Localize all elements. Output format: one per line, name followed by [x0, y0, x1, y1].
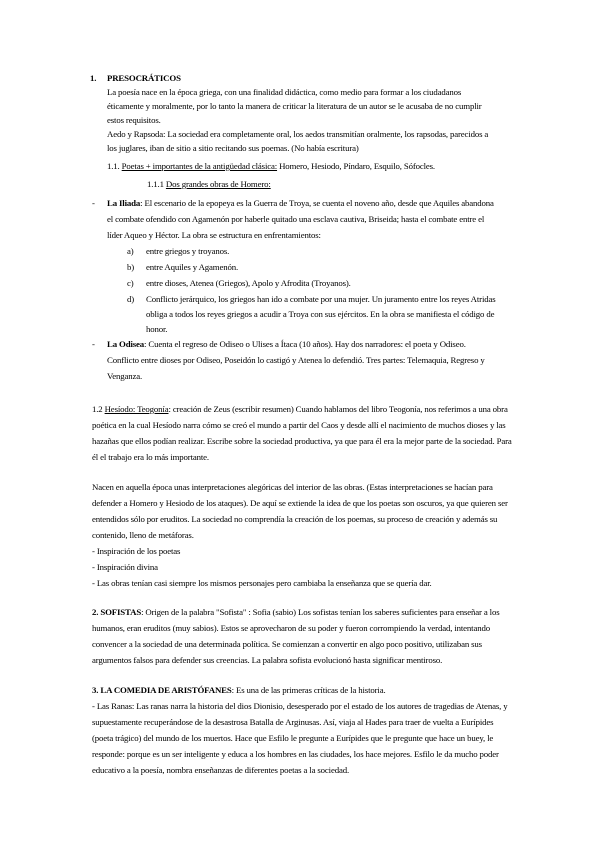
paragraph-line: Venganza. — [107, 371, 143, 381]
paragraph-line: entendidos sólo por eruditos. La sociedad no comprendía la creación de los poemas, su proceso de creación y además su — [92, 514, 498, 524]
subsubsection-number: 1.1.1 — [147, 179, 164, 189]
list-letter: a) — [127, 246, 134, 256]
hesiodo-line — [92, 404, 508, 415]
section-heading-comedia: LA COMEDIA DE ARISTÓFANES — [100, 685, 232, 695]
paragraph-line: responde: porque es un ser inteligente y educa a los hombres en las ciudades, los hace mejores. Esfilo le da mucho poder — [92, 749, 499, 759]
section-heading-sofistas: SOFISTAS — [100, 607, 142, 617]
subsection-text: Homero, Hesiodo, Píndaro, Esquilo, Sófocles. — [277, 161, 435, 171]
subsection-title: Poetas + importantes de la antigüedad clásica: — [121, 161, 278, 171]
subsection-number: 1.1. — [107, 161, 120, 171]
paragraph-line: defender a Homero y Hesiodo de los ataques). De aquí se extiende la idea de que los poetas son oscuros, ya que quieren ser — [92, 498, 508, 508]
odisea-line — [107, 339, 466, 350]
paragraph-line: hazañas que ellos podían realizar. Escribe sobre la sociedad productiva, ya que para él era la mejor parte de la sociedad. Para — [92, 436, 512, 446]
hesiodo-text: : creación de Zeus (escribir resumen) Cuando hablamos del libro Teogonía, nos referimos a una obra — [168, 404, 508, 414]
paragraph-line: el combate ofendido con Agamenón por haberle quitado una esclava cautiva, Briseida; hasta el combate entre el — [107, 214, 485, 224]
iliada-title: La Iliada — [107, 198, 141, 208]
list-item: Conflicto jerárquico, los griegos han ido a combate por una mujer. Un juramento entre los reyes Atridas — [146, 294, 496, 304]
paragraph-line: supuestamente recuperándose de la desastrosa Batalla de Arginusas. Así, viaja al Hades para traer de vuelta a Eurípides — [92, 717, 494, 727]
list-letter: c) — [127, 278, 134, 288]
section-number: 2. — [92, 607, 99, 617]
paragraph-line: él el trabajo era lo más importante. — [92, 452, 209, 462]
section-number: 1. — [90, 73, 97, 83]
subsubsection-line — [147, 179, 271, 190]
bullet-dash: - — [92, 198, 95, 208]
paragraph-line: Conflicto entre dioses por Odiseo, Poseidón lo castigó y Atenea lo defendió. Tres partes: Telemaquia, Regreso y — [107, 355, 485, 365]
section-number: 3. — [92, 685, 99, 695]
paragraph-line: - Las Ranas: Las ranas narra la historia del dios Dionisio, desesperado por el estado de los autores de tragedias de Atenas, y — [92, 701, 508, 711]
paragraph-line: líder Aqueo y Héctor. La obra se estructura en enfrentamientos: — [107, 230, 321, 240]
iliada-text: : El escenario de la epopeya es la Guerra de Troya, se cuenta el noveno año, desde que Aquiles abandona — [140, 198, 494, 208]
odisea-text: : Cuenta el regreso de Odiseo o Ulises a Ítaca (10 años). Hay dos narradores: el poeta y Odiseo. — [144, 339, 466, 349]
paragraph-line: La poesía nace en la época griega, con una finalidad didáctica, como medio para formar a los ciudadanos — [107, 87, 462, 97]
list-letter: b) — [127, 262, 135, 272]
paragraph-line: argumentos falsos para defender sus creencias. La palabra sofista evolucionó hasta significar mentiroso. — [92, 655, 443, 665]
paragraph-line: humanos, eran eruditos (muy sabios). Estos se aprovecharon de su poder y fueron corrompiendo la verdad, intentando — [92, 623, 490, 633]
paragraph-line: estos requisitos. — [107, 115, 161, 125]
section-heading-presocraticos: PRESOCRÁTICOS — [107, 73, 181, 83]
paragraph-line: - Inspiración de los poetas — [92, 546, 181, 556]
sofistas-text: : Origen de la palabra "Sofista" : Sofia (sabio) Los sofistas tenían los saberes suficientes para enseñar a los — [141, 607, 500, 617]
subsubsection-title: Dos grandes obras de Homero: — [165, 179, 271, 189]
list-letter: d) — [127, 294, 135, 304]
list-item-continued: obliga a todos los reyes griegos a acudir a Troya con sus ejércitos. En la obra se manifiesta el código de — [146, 309, 495, 319]
paragraph-line: - Inspiración divina — [92, 562, 158, 572]
list-item: entre griegos y troyanos. — [146, 246, 230, 256]
bullet-dash: - — [92, 339, 95, 349]
list-item-continued: honor. — [146, 324, 168, 334]
list-item: entre Aquiles y Agamenón. — [146, 262, 239, 272]
paragraph-line: Nacen en aquella época unas interpretaciones alegóricas del interior de las obras. (Estas interpretaciones se hacían para — [92, 482, 493, 492]
paragraph-line: (poeta trágico) del mundo de los muertos. Hace que Esfilo le pregunte a Eurípides que le pregunte que hace un buey, le — [92, 733, 494, 743]
comedia-line — [92, 685, 386, 696]
subsection-title: Hesíodo: Teogonía — [104, 404, 169, 414]
iliada-line — [107, 198, 494, 209]
comedia-text: : Es una de las primeras críticas de la historia. — [231, 685, 386, 695]
paragraph-line: éticamente y moralmente, por lo tanto la manera de criticar la literatura de un autor se le acusaba de no cumplir — [107, 101, 482, 111]
list-item: entre dioses, Atenea (Griegos), Apolo y Afrodita (Troyanos). — [146, 278, 351, 288]
paragraph-line: educativo a la poesía, nombra enseñanzas de diferentes poetas a la sociedad. — [92, 765, 350, 775]
paragraph-line: Aedo y Rapsoda: La sociedad era completamente oral, los aedos transmitían oralmente, los rapsodas, parecidos a — [107, 129, 489, 139]
paragraph-line: - Las obras tenían casi siempre los mismos personajes pero cambiaba la enseñanza que se quería dar. — [92, 578, 432, 588]
subsection-number: 1.2 — [92, 404, 103, 414]
paragraph-line: los juglares, iban de sitio a sitio recitando sus poemas. (No había escritura) — [107, 143, 359, 153]
odisea-title: La Odisea — [107, 339, 145, 349]
paragraph-line: contenido, lleno de metáforas. — [92, 530, 194, 540]
subsection-line — [107, 161, 435, 172]
sofistas-line — [92, 607, 500, 618]
paragraph-line: poética en la cual Hesíodo narra cómo se creó el mundo a partir del Caos y desde allí el nacimiento de muchos dioses y las — [92, 420, 506, 430]
paragraph-line: convencer a la sociedad de una determinada política. Se comienzan a convertir en algo poco positivo, utilizaban sus — [92, 639, 482, 649]
